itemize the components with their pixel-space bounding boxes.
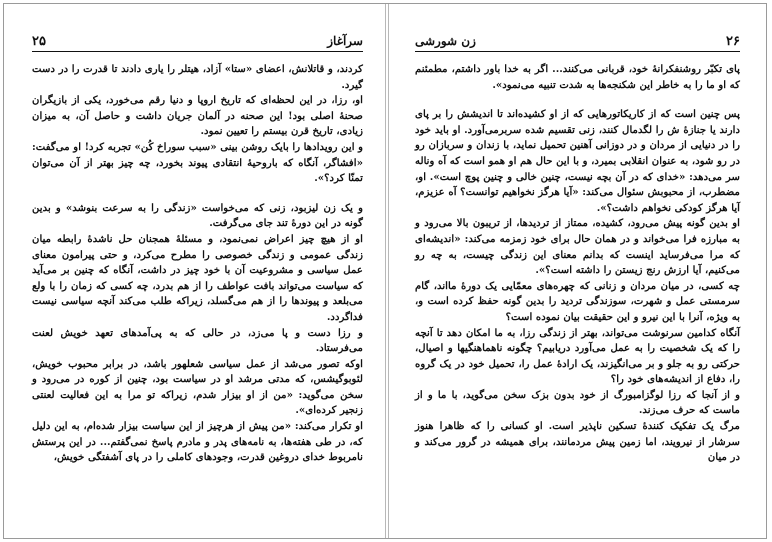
paragraph: و یک زن لیزبود، زنی که می‌خواست «زندگی را به سرعت بنوشد» و بدین گونه در این دورهٔ تند جای می‌گرفت. [32,201,363,230]
paragraph: مرگ یک تفکیک کنندهٔ تسکین ناپذیر است. او کسانی را که ظاهرا هنوز سرشار از نیرویند، اما زمین پیش مردمانند، برای همیشه در گرور می‌کند و در میان [415,420,740,464]
paragraph: و از آنجا که رزا لوگزامبورگ از خود بدون بزک سخن می‌گوید، با ما و از ماست که حرف می‌زند. [415,388,740,417]
left-page [4,4,386,538]
paragraph: آنگاه کدامین سرنوشت می‌تواند، بهتر از زندگی رزا، به ما امکان دهد تا آنچه را که یک شخصیت را به عمل می‌آورد دریابیم؟ چگونه ناهماهنگیها و اصیال، حرکتی رو به جلو و بر می‌انگیزند، یک ارادهٔ عمل را، تحمیل خود در یک گروه را، دفاع از اندیشه‌های خود را؟ [415,326,740,386]
paragraph: چه کسی، در میان مردان و زنانی که چهره‌های معمّایی یک دورهٔ ما‌اند، گام سرمستی عمل و شهرت، سوزندگی تردید را بدین گونه حفظ کرده است و، به ویژه، آنرا با این نیرو و این حقیقت بیان نموده است؟ [415,279,740,323]
right-page-number: ۲۶ [726,34,740,49]
paragraph: کردند، و قاتلانش، اعضای «ستا» آزاد، هیتلر را یاری دادند تا قدرت را در دست گیرد. [32,63,363,91]
paragraph: پای تکبّر روشنفکرانهٔ خود، قربانی می‌کنند... اگر به خدا باور داشتم، مطمئنم که او ما را به خاطر این شکنجه‌ها به شدت تنبیه می‌نمود». [415,63,740,91]
paragraph: او، رزا، در این لحظه‌ای که تاریخ اروپا و دنیا رقم می‌خورد، یکی از بازیگران صحنهٔ اصلی بود! این صحنه در آلمان جریان داشت و حاصل آن، به میزان زیادی، تاریخ قرن بیستم را تعیین نمود. [32,94,363,138]
left-running-title: سرآغاز [327,34,363,48]
paragraph: او از هیچ چیز اعراض نمی‌نمود، و مسئلهٔ همجنان حل ناشدهٔ رابطه میان زندگی عمومی و زندگی خصوصی را مطرح می‌کرد، و حتی پیرامون معنای عمل سیاسی و مشروعیت آن با خود چیز در داشت، آنگاه که چنین بر می‌آید که سیاست می‌تواند بافت عواطف را از هم بدرد، چه کسی که زمان را با ولع می‌بلعد و پیوندها را از هم می‌گسلد، زیراکه طلب می‌کند آنچه سیاسی نیست فداگردد. [32,232,363,323]
left-page-header [32,34,363,52]
right-page-header [415,34,740,52]
paragraph-spacer [32,187,363,201]
paragraph: اوکه تصور می‌شد از عمل سیاسی شعلهور باشد، در برابر محبوب خویش، لئوبوگیشس، که مدتی مرشد او در سیاست بود، چنین از کوره در می‌رود و سخن می‌گوید: «من از او بیزار شدم، زیراکه تو مرا به این فعالیت لعنتی زنجیر کرده‌ای». [32,357,363,417]
left-page-number: ۲۵ [32,34,46,49]
right-page-body [415,62,740,466]
paragraph: او بدین گونه پیش می‌رود، کشیده، ممتاز از تردیدها، از تریبون بالا می‌رود و به مبارزه فرا می‌خواند و در همان حال برای خود زمزمه می‌کند: «اندیشه‌ای که مرا می‌فرساید اینست که بدانم معنای این زندگی چیست، به چه رو می‌کنیم، آیا ارزش رنج زیستن را داشته است؟». [415,217,740,277]
right-page [388,4,766,538]
book-spread [3,3,767,539]
paragraph-spacer [415,93,740,107]
paragraph: و رزا دست و پا می‌زد، در حالی که به پی‌آمدهای تعهد خویش لعنت می‌فرستاد. [32,326,363,355]
paragraph: و این رویدادها را بایک روشن بینی «سبب سوراخ کُن» تجربه کرد! او می‌گفت: «افشاگر، آنگاه که باروحیهٔ انتقادی پیوند بخورد، چه چیز بهتر از آن می‌توان تمنّا کرد؟». [32,140,363,185]
paragraph: او تکرار می‌کند: «من پیش از هرچیز از این سیاست بیزار شده‌ام، به این دلیل که، در طی هفته‌ها، به نامه‌های پدر و مادرم پاسخ نمی‌گفتم... در این پرستش نامربوط خدای دروغین قدرت، وجودهای کاملی را در پای آشفتگی خویش، [32,420,363,464]
paragraph: پس چنین است که از کاریکاتورهایی که از او کشیده‌اند تا اندیشش را بر پای دارند یا جنازهٔ ش را لگدمال کنند، زنی تقسیم شده سربرمی‌آورد. او باید خود را در دنیایی از مردان و در دوزانی آهنین تحمیل نماید، با زندان و سربازان رو در رو شود، به عنوان انقلابی بمیرد، و با این حال هم او همو است که آه وناله سر می‌دهد: «خدای که در آن بچه نیست، چنین خالی و چنین پوچ است». او، مضطرب، از محبوبش سئوال می‌کند: «آیا هرگز نخواهیم توانست؟ آه عزیزم، آیا هرگز کودکی نخواهم داشت؟». [415,108,740,214]
right-running-title: زن شورشی [415,34,476,48]
left-page-body [32,62,363,466]
